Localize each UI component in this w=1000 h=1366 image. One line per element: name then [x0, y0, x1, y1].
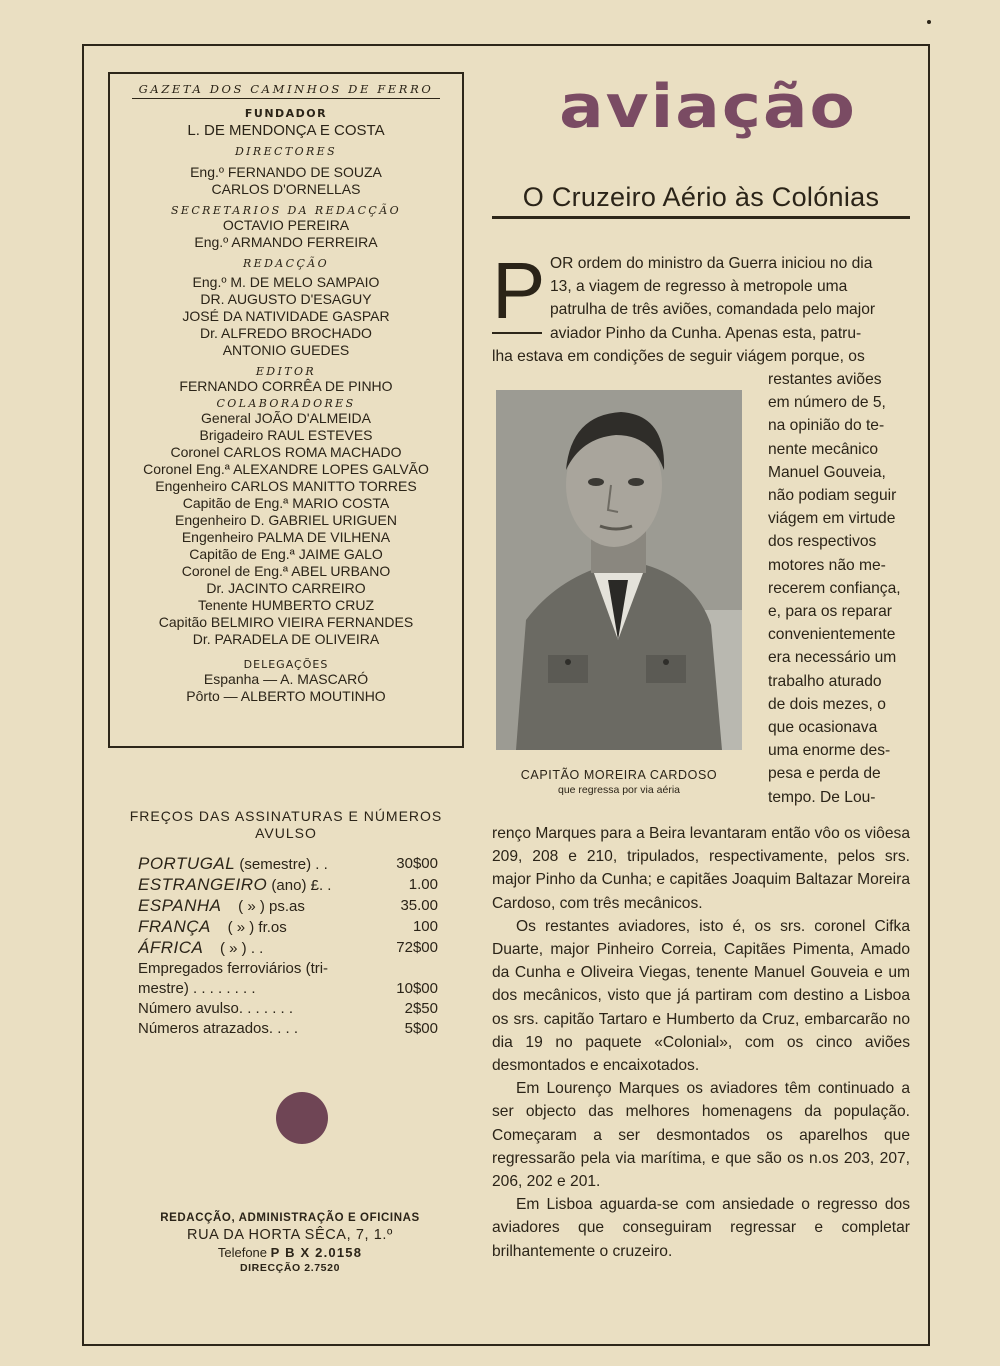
- drop-cap: P: [492, 246, 546, 335]
- article-line: dos respectivos: [768, 533, 877, 551]
- price-row: [138, 938, 438, 959]
- empregados-label-2: mestre) . . . . . . . .: [138, 980, 256, 997]
- empregados-label: Empregados ferroviários (tri-: [138, 960, 329, 977]
- article-paragraph: Os restantes aviadores, isto é, os srs. coronel Cifka Duarte, major Pinheiro Correia, Capitães Pimenta, Amado da Cunha e Oliveira Viegas, tenente Manuel Gouveia e um dos mecânicos, visto que já partiram com destino a Lisboa os srs. capitão Tartaro e Humberto da Cruz, embarcarão no dia 19 no paquete «Colonial», com os cinco aviões desmontados e encaixotados.: [492, 917, 910, 1075]
- price-detail: ( » ) fr.os: [210, 919, 287, 936]
- secretario-name: OCTAVIO PEREIRA: [222, 217, 350, 233]
- redaccao-name: ANTONIO GUEDES: [222, 342, 350, 358]
- price-value: 5$00: [404, 1020, 438, 1037]
- address-street: RUA DA HORTA SÊCA, 7, 1.º: [187, 1227, 393, 1243]
- article-title: O Cruzeiro Aério às Colónias: [492, 180, 910, 219]
- address-direccao: DIRECÇÃO 2.7520: [239, 1262, 341, 1274]
- prices-title-2: AVULSO: [255, 825, 317, 841]
- secretarios-label: SECRETARIOS DA REDACÇÃO: [171, 204, 401, 217]
- delegacao-name: Espanha — A. MASCARÓ: [203, 671, 369, 687]
- atrazados-label: Números atrazados. . . .: [138, 1020, 299, 1037]
- article-line: viágem em virtude: [768, 510, 896, 528]
- article-line: nente mecânico: [768, 440, 879, 458]
- director-name: CARLOS D'ORNELLAS: [211, 181, 361, 197]
- fundador-name: L. DE MENDONÇA E COSTA: [187, 122, 385, 139]
- article-line: não podiam seguir: [768, 487, 897, 505]
- price-value: 100: [412, 918, 438, 935]
- article-line: convenientemente: [768, 626, 896, 644]
- article-line: trabalho aturado: [768, 672, 882, 690]
- colaborador-name: Capitão de Eng.ª JAIME GALO: [189, 546, 383, 562]
- colaborador-name: Engenheiro CARLOS MANITTO TORRES: [155, 478, 417, 494]
- colaborador-name: Engenheiro D. GABRIEL URIGUEN: [174, 512, 397, 528]
- article-line: na opinião do te-: [768, 417, 885, 435]
- article-line: motores não me-: [768, 556, 886, 574]
- colaborador-name: Tenente HUMBERTO CRUZ: [197, 597, 375, 613]
- article-line: que ocasionava: [768, 719, 878, 737]
- address-phone: [110, 1245, 470, 1260]
- price-row: [138, 854, 438, 875]
- article-line: e, para os reparar: [768, 603, 892, 621]
- price-row: [138, 896, 438, 917]
- redaccao-label: REDACÇÃO: [242, 257, 330, 270]
- portrait-illustration: [496, 390, 742, 750]
- prices-title: FREÇOS DAS ASSINATURAS E NÚMEROS: [129, 808, 443, 824]
- price-detail: ( » ) ps.as: [221, 898, 305, 915]
- price-value: 35.00: [400, 897, 438, 914]
- price-value: 72$00: [396, 939, 438, 956]
- article-line: uma enorme des-: [768, 742, 891, 760]
- price-value: 10$00: [396, 980, 438, 997]
- price-value: 2$50: [404, 1000, 438, 1017]
- price-row: [138, 875, 438, 896]
- redaccao-name: DR. AUGUSTO D'ESAGUY: [200, 291, 372, 307]
- article-line: 13, a viagem de regresso à metropole uma: [550, 278, 848, 296]
- price-country: FRANÇA: [138, 917, 211, 936]
- price-value: 1.00: [408, 876, 438, 893]
- article-line: tempo. De Lou-: [768, 788, 876, 806]
- price-row: [138, 1019, 438, 1039]
- photo-caption: [496, 768, 742, 796]
- editor-label: EDITOR: [255, 365, 317, 378]
- caption-sub: que regressa por via aéria: [558, 784, 680, 796]
- article-narrow-column: [768, 368, 910, 809]
- article-paragraph: Em Lourenço Marques os aviadores têm continuado a ser objecto das melhores homenagens da população. Começaram a ser desmontados os aparelhos que regressarão pela via marítima, e que são os n.os 203, 207, 206, 202 e 201.: [492, 1080, 910, 1191]
- decorative-dot: [276, 1092, 328, 1144]
- article-line: restantes aviões: [768, 371, 882, 388]
- delegacoes-label: DELEGAÇÕES: [243, 658, 329, 671]
- phone-label: Telefone: [217, 1245, 268, 1260]
- colaborador-name: Dr. JACINTO CARREIRO: [206, 580, 366, 596]
- colaborador-name: General JOÃO D'ALMEIDA: [201, 410, 371, 426]
- secretario-name: Eng.º ARMANDO FERREIRA: [194, 234, 378, 250]
- colaborador-name: Coronel Eng.ª ALEXANDRE LOPES GALVÃO: [143, 461, 429, 477]
- price-value: 30$00: [396, 855, 438, 872]
- address-heading: REDACÇÃO, ADMINISTRAÇÃO E OFICINAS: [160, 1212, 420, 1224]
- article-paragraph: renço Marques para a Beira levantaram então vôo os viôesa 209, 208 e 210, tripulados, respectivamente, pelos srs. major Pinho da Cunha; e capitães Joaquim Baltazar Moreira Cardoso, com três mecânicos.: [492, 825, 910, 912]
- gazeta-title: GAZETA DOS CAMINHOS DE FERRO: [132, 82, 440, 99]
- colaborador-name: Capitão de Eng.ª MARIO COSTA: [182, 495, 390, 511]
- colaborador-name: Coronel de Eng.ª ABEL URBANO: [181, 563, 391, 579]
- redaccao-name: Eng.º M. DE MELO SAMPAIO: [192, 274, 380, 290]
- article-intro: [550, 252, 910, 345]
- price-country: ESTRANGEIRO: [138, 875, 268, 894]
- colaborador-name: Coronel CARLOS ROMA MACHADO: [170, 444, 402, 460]
- article-body: [492, 822, 910, 1263]
- colaborador-name: Capitão BELMIRO VIEIRA FERNANDES: [158, 614, 414, 630]
- article-top: [492, 246, 910, 368]
- address-block: [110, 1212, 470, 1274]
- article-line: em número de 5,: [768, 394, 886, 412]
- article-line: Manuel Gouveia,: [768, 463, 886, 481]
- director-name: Eng.º FERNANDO DE SOUZA: [190, 164, 382, 180]
- editor-name: FERNANDO CORRÊA DE PINHO: [179, 378, 393, 394]
- price-country: PORTUGAL: [138, 854, 236, 873]
- colaborador-name: Brigadeiro RAUL ESTEVES: [199, 427, 373, 443]
- price-detail: (ano) £. .: [267, 877, 332, 894]
- colaboradores-label: COLABORADORES: [216, 397, 356, 410]
- colaborador-name: Dr. PARADELA DE OLIVEIRA: [192, 631, 380, 647]
- portrait-photo: [496, 390, 742, 750]
- article-line: aviador Pinho da Cunha. Apenas esta, patru-: [550, 324, 862, 342]
- photo-block: [496, 390, 742, 796]
- colaborador-name: Engenheiro PALMA DE VILHENA: [181, 529, 391, 545]
- page-dot: [927, 20, 931, 24]
- phone-number: P B X 2.0158: [270, 1245, 363, 1260]
- article-paragraph: Em Lisboa aguarda-se com ansiedade o regresso dos aviadores que conseguiram regressar e completar brilhantemente o cruzeiro.: [492, 1196, 910, 1260]
- article-line: de dois mezes, o: [768, 695, 886, 713]
- redaccao-name: JOSÉ DA NATIVIDADE GASPAR: [182, 308, 390, 324]
- article-line: lha estava em condições de seguir viágem porque, os: [492, 347, 865, 365]
- article-line: OR ordem do ministro da Guerra iniciou no dia: [550, 255, 873, 272]
- directores-label: DIRECTORES: [234, 145, 338, 158]
- price-country: ESPANHA: [138, 896, 222, 915]
- avulso-label: Número avulso. . . . . . .: [138, 1000, 294, 1017]
- price-row: [138, 979, 438, 999]
- caption-name: CAPITÃO MOREIRA CARDOSO: [520, 768, 718, 782]
- subscription-prices: [110, 808, 462, 1039]
- price-country: ÁFRICA: [138, 938, 204, 957]
- article-line: recerem confiança,: [768, 579, 901, 597]
- price-detail: ( » ) . .: [203, 940, 264, 957]
- fundador-label: FUNDADOR: [244, 107, 328, 120]
- price-row: [138, 999, 438, 1019]
- article-line: pesa e perda de: [768, 765, 881, 783]
- article-line: patrulha de três aviões, comandada pelo major: [550, 301, 876, 319]
- masthead-box: [108, 72, 464, 748]
- price-detail: (semestre) . .: [235, 856, 328, 873]
- delegacao-name: Pôrto — ALBERTO MOUTINHO: [186, 688, 386, 704]
- redaccao-name: Dr. ALFREDO BROCHADO: [200, 325, 372, 341]
- article-line: era necessário um: [768, 649, 897, 667]
- price-row: [138, 917, 438, 938]
- section-title: aviação: [559, 71, 857, 142]
